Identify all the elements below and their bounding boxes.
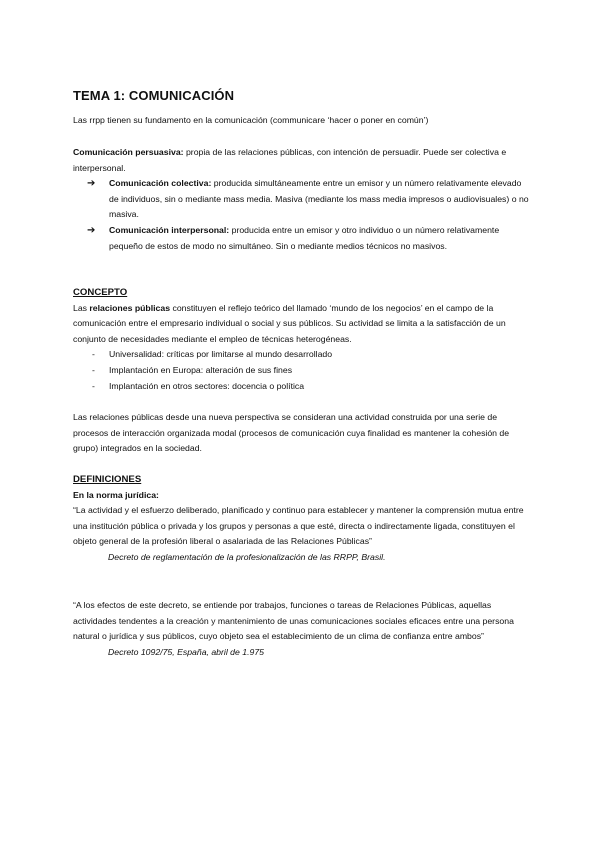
persuasive-paragraph [73,145,529,176]
item-text: producida entre un emisor y otro individuo o un número relativamente pequeño de estos de modo no simultáneo. Sin o mediante medios técnicos no masivos. [109,224,500,251]
list-item [73,223,529,254]
quote-2: “A los efectos de este decreto, se entiende por trabajos, funciones o tareas de Relaciones Públicas, aquellas actividades tendentes a la creación y mantenimiento de unas comunicaciones sociales eficaces entre una persona natural o jurídica y sus públicos, cuyo objeto sea el establecimiento de un clima de confianza entre ambos” [73,600,514,642]
arrow-right-icon: ➔ [87,178,96,190]
intro-text: Las rrpp tienen su fundamento en la comunicación (communicare ‘hacer o poner en común’) [73,115,429,125]
list-item: - Universalidad: críticas por limitarse al mundo desarrollado [92,349,333,360]
concept-paragraph [73,301,529,348]
bullet-text: Universalidad: críticas por limitarse al mundo desarrollado [109,349,333,360]
quote-1: “La actividad y el esfuerzo deliberado, planificado y continuo para establecer y mantener la comprensión mutua entre una institución pública o privada y los grupos y personas a que esté, directa o indirectamente ligada, constituyen el objeto general de la profesión liberal o asalariada de las Relaciones Públicas” [73,505,524,547]
intro-paragraph [73,113,529,129]
definitions-section [73,472,529,566]
list-item: - Implantación en Europa: alteración de sus fines [92,364,293,375]
concept-text-b: constituyen el reflejo teórico del llamado ‘mundo de los negocios’ en el campo de la comunicación entre el empresario individual o social y sus públicos. Su actividad se limita a la satisfacción de un conjunto de necesidades mediante el empleo de técnicas heterogéneas. [73,302,506,344]
item-term: Comunicación colectiva: [109,178,212,189]
section-heading: CONCEPTO [73,287,128,298]
item-term: Comunicación interpersonal: [109,224,230,235]
bullet-text: Implantación en otros sectores: docencia o política [109,380,305,391]
persuasive-text: propia de las relaciones públicas, con intención de persuadir. Puede ser colectiva e interpersonal. [73,147,507,173]
concept-section [73,285,529,394]
persuasive-section [73,145,529,254]
concept-term: relaciones públicas [89,302,171,313]
item-text: producida simultáneamente entre un emisor y un número relativamente elevado de individuos, sin o mediante mass media. Masiva (mediante los mass media impresos o audiovisuales) o no masiva. [109,178,529,220]
concept-text-2: Las relaciones públicas desde una nueva perspectiva se consideran una actividad construida por una serie de procesos de interacción organizada modal (procesos de comunicación cuya finalidad es mantener la cohesión de grupo) integrados en la sociedad. [73,412,510,454]
source-1: Decreto de reglamentación de la profesionalización de las RRPP, Brasil. [108,551,386,562]
persuasive-term: Comunicación persuasiva: [73,147,184,157]
section-heading: DEFINICIONES [73,474,142,485]
definitions-subheading: En la norma jurídica: [73,489,159,500]
bullet-text: Implantación en Europa: alteración de sus fines [109,364,293,375]
concept-paragraph-2 [73,410,529,457]
page-title: TEMA 1: COMUNICACIÓN [73,88,235,103]
arrow-right-icon: ➔ [87,224,96,236]
concept-text-a: Las [73,302,90,313]
source-2: Decreto 1092/75, España, abril de 1.975 [108,646,265,657]
definitions-quote-2 [73,598,529,660]
list-item: - Implantación en otros sectores: docencia o política [92,380,305,391]
list-item [73,176,529,223]
